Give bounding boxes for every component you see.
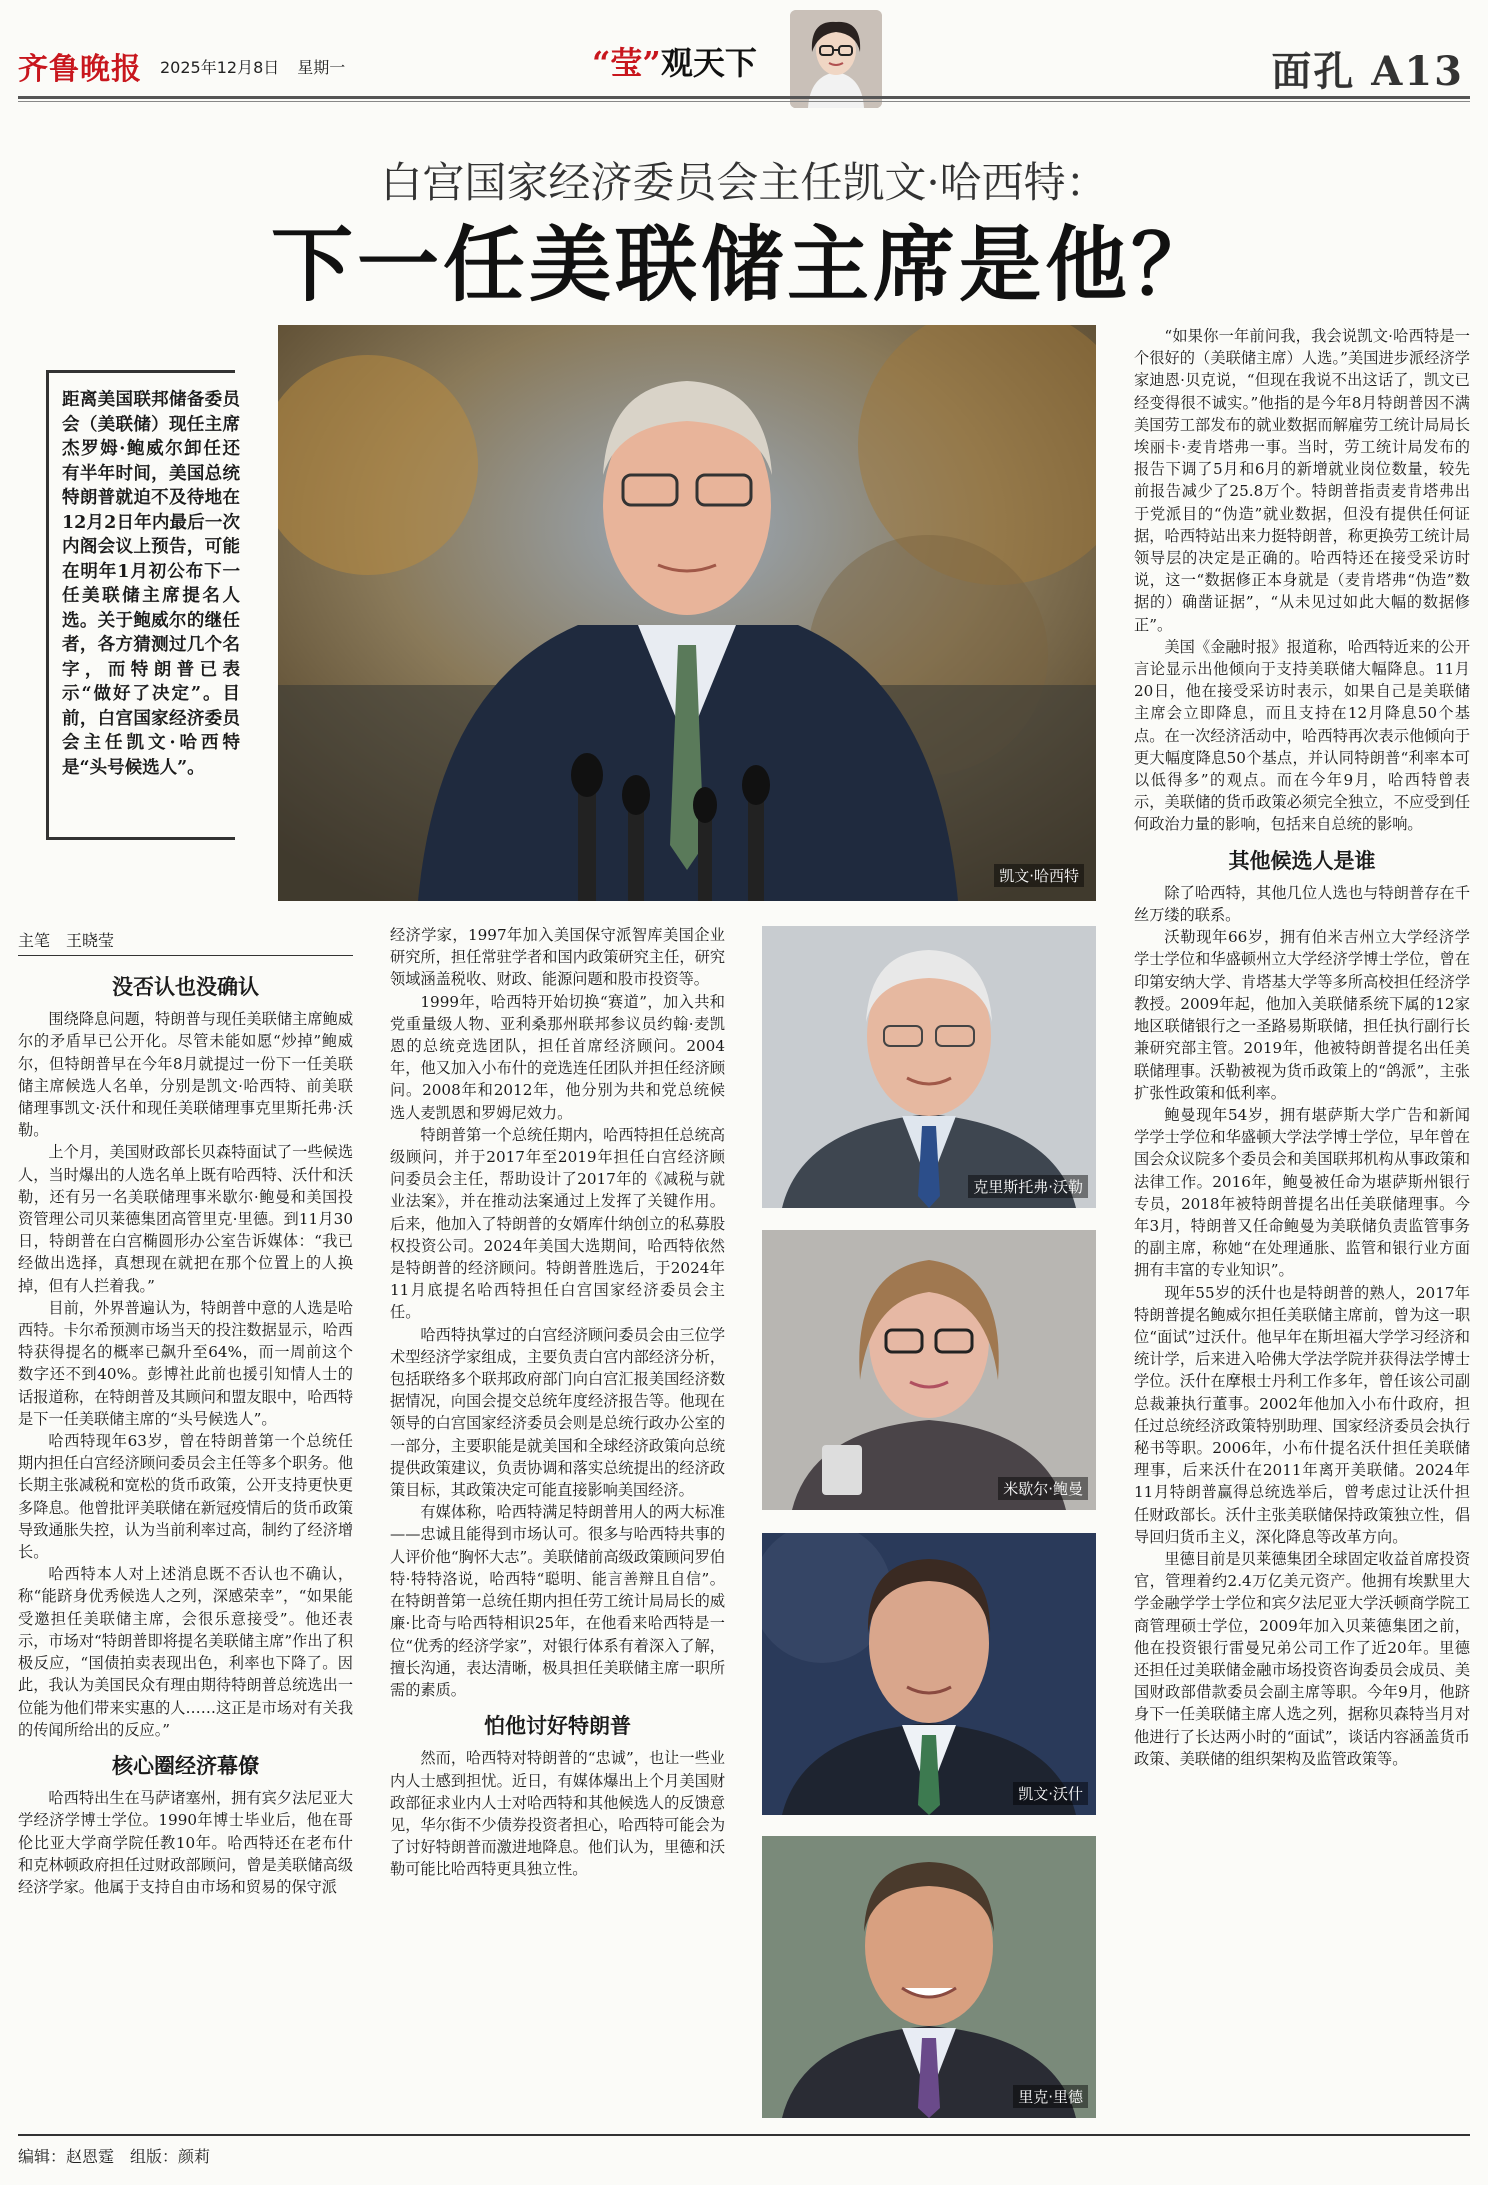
paragraph: 围绕降息问题，特朗普与现任美联储主席鲍威尔的矛盾早已公开化。尽管未能如愿“炒掉”鲍威尔，但特朗普早在今年8月就提过一份下一任美联储主席候选人名单，分别是凯文·哈西特、前美联储理事凯文·沃什和现任美联储理事克里斯托弗·沃勒。 <box>18 1010 353 1140</box>
portrait-caption: 里克·里德 <box>1013 2085 1088 2108</box>
portrait-warsh <box>762 1533 1096 1815</box>
paragraph: 上个月，美国财政部长贝森特面试了一些候选人，当时爆出的人选名单上既有哈西特、沃什和沃勒，还有另一名美联储理事米歇尔·鲍曼和美国投资管理公司贝莱德集团高管里克·里德。到11月30日，特朗普在白宫椭圆形办公室告诉媒体：“我已经做出选择，真想现在就把在那个位置上的人换掉，但有人拦着我。” <box>18 1143 353 1295</box>
column-name-highlight: 莹 <box>610 44 643 82</box>
column-4 <box>1134 325 1470 1770</box>
header-rule <box>18 96 1470 99</box>
portrait-caption: 米歇尔·鲍曼 <box>998 1477 1088 1500</box>
paragraph: 哈西特执掌过的白宫经济顾问委员会由三位学术型经济学家组成，主要负责白宫内部经济分析，包括联络多个联邦政府部门向白宫汇报美国经济数据情况，向国会提交总统年度经济报告等。他现在领导的白宫国家经济委员会则是总统行政办公室的一部分，主要职能是就美国和全球经济政策向总统提供政策建议，负责协调和落实总统提出的经济政策目标，其政策决定可能直接影响美国经济。 <box>390 1325 725 1500</box>
main-photo <box>278 325 1096 901</box>
section-heading: 怕他讨好特朗普 <box>484 1713 631 1739</box>
paragraph: 目前，外界普遍认为，特朗普中意的人选是哈西特。卡尔希预测市场当天的投注数据显示，哈西特获得提名的概率已飙升至64%，而一周前这个数字还不到40%。彭博社此前也援引知情人士的话报道称，在特朗普及其顾问和盟友眼中，哈西特是下一任美联储主席的“头号候选人”。 <box>18 1298 353 1428</box>
paragraph: 里德目前是贝莱德集团全球固定收益首席投资官，管理着约2.4万亿美元资产。他拥有埃默里大学金融学学士学位和宾夕法尼亚大学沃顿商学院工商管理硕士学位，2009年加入贝莱德集团之前，他在投资银行雷曼兄弟公司工作了近20年。里德还担任过美联储金融市场投资咨询委员会成员、美国财政部借款委员会副主席等职。今年9月，他跻身下一任美联储主席人选之列，据称贝森特当月对他进行了长达两小时的“面试”，谈话内容涵盖货币政策、美联储的组织架构及监管政策等。 <box>1134 1549 1470 1768</box>
paragraph: 美国《金融时报》报道称，哈西特近来的公开言论显示出他倾向于支持美联储大幅降息。11月20日，他在接受采访时表示，如果自己是美联储主席会立即降息，而且支持在12月降息50个基点。在一次经济活动中，哈西特再次表示他倾向于更大幅度降息50个基点，并认同特朗普“利率本可以低得多”的观点。而在今年9月，哈西特曾表示，美联储的货币政策必须完全独立，不应受到任何政治力量的影响，包括来自总统的影响。 <box>1134 637 1470 834</box>
masthead-left <box>18 46 345 86</box>
portrait-caption: 克里斯托弗·沃勒 <box>968 1175 1088 1198</box>
issue-date: 2025年12月8日 <box>160 57 280 77</box>
columnist-avatar <box>790 10 882 108</box>
editor-credit: 编辑：赵恩霆 组版：颜莉 <box>18 2147 211 2166</box>
author-byline: 主笔 王晓莹 <box>18 928 353 956</box>
portrait-waller <box>762 926 1096 1208</box>
paragraph: 鲍曼现年54岁，拥有堪萨斯大学广告和新闻学学士学位和华盛顿大学法学博士学位，早年曾在国会众议院多个委员会和美国联邦机构从事政策和法律工作。2016年，鲍曼被任命为堪萨斯州银行专员，2018年被特朗普提名出任美联储理事。今年3月，特朗普又任命鲍曼为美联储负责监管事务的副主席，称她“在处理通胀、监管和银行业方面拥有丰富的专业知识”。 <box>1134 1105 1470 1280</box>
portrait-caption: 凯文·沃什 <box>1013 1782 1088 1805</box>
paragraph: 1999年，哈西特开始切换“赛道”，加入共和党重量级人物、亚利桑那州联邦参议员约翰·麦凯恩的总统竞选团队，担任首席经济顾问。2004年，他又加入小布什的竞选连任团队并担任经济顾问。2008年和2012年，他分别为共和党总统候选人麦凯恩和罗姆尼效力。 <box>390 992 725 1122</box>
column-2 <box>390 924 725 1881</box>
issue-weekday: 星期一 <box>297 57 346 77</box>
paragraph: 然而，哈西特对特朗普的“忠诚”，也让一些业内人士感到担忧。近日，有媒体爆出上个月美国财政部征求业内人士对哈西特和其他候选人的反馈意见，华尔街不少债券投资者担心，哈西特可能会为了讨好特朗普而激进地降息。他们认为，里德和沃勒可能比哈西特更具独立性。 <box>390 1749 725 1879</box>
paragraph: 哈西特出生在马萨诸塞州，拥有宾夕法尼亚大学经济学博士学位。1990年博士毕业后，他在哥伦比亚大学商学院任教10年。哈西特还在老布什和克林顿政府担任过财政部顾问，曾是美联储高级经济学家。他属于支持自由市场和贸易的保守派 <box>18 1789 353 1896</box>
newspaper-logo: 齐鲁晚报 <box>18 52 142 87</box>
paragraph: 经济学家，1997年加入美国保守派智库美国企业研究所，担任常驻学者和国内政策研究主任，研究领域涵盖税收、财政、能源问题和股市投资等。 <box>390 926 725 989</box>
paragraph: 现年55岁的沃什也是特朗普的熟人，2017年特朗普提名鲍威尔担任美联储主席前，曾为这一职位“面试”过沃什。他早年在斯坦福大学学习经济和统计学，后来进入哈佛大学法学院并获得法学博士学位。沃什在摩根士丹利工作多年，曾任该公司副总裁兼执行董事。2002年他加入小布什政府，担任过总统经济政策特别助理、国家经济委员会执行秘书等职。2006年，小布什提名沃什担任美联储理事，后来沃什在2011年离开美联储。2024年11月特朗普赢得总统选举后，曾考虑过让沃什担任财政部长。沃什主张美联储保持政策独立性，倡导回归货币主义，深化降息等改革方向。 <box>1134 1283 1470 1546</box>
paragraph: 沃勒现年66岁，拥有伯米吉州立大学经济学学士学位和华盛顿州立大学经济学博士学位，曾在印第安纳大学、肯塔基大学等多所高校担任经济学教授。2009年起，他加入美联储系统下属的12家地区联储银行之一圣路易斯联储，担任执行副行长兼研究部主管。2019年，他被特朗普提名出任美联储理事。沃勒被视为货币政策上的“鸽派”，主张扩张性政策和低利率。 <box>1134 928 1470 1102</box>
paragraph: “如果你一年前问我，我会说凯文·哈西特是一个很好的（美联储主席）人选。”美国进步派经济学家迪恩·贝克说，“但现在我说不出这话了，凯文已经变得很不诚实。”他指的是今年8月特朗普因不满美国劳工部发布的就业数据而解雇劳工统计局局长埃丽卡·麦肯塔弗一事。当时，劳工统计局发布的报告下调了5月和6月的新增就业岗位数量，较先前报告减少了25.8万个。特朗普指责麦肯塔弗出于党派目的“伪造”就业数据，但没有提供任何证据，哈西特站出来力挺特朗普，称更换劳工统计局领导层的决定是正确的。哈西特还在接受采访时说，这一“数据修正本身就是（麦肯塔弗“伪造”数据的）确凿证据”，“从未见过如此大幅的数据修正”。 <box>1134 327 1470 634</box>
paragraph: 有媒体称，哈西特满足特朗普用人的两大标准——忠诚且能得到市场认可。很多与哈西特共事的人评价他“胸怀大志”。美联储前高级政策顾问罗伯特·特特洛说，哈西特“聪明、能言善辩且自信”。在特朗普第一总统任期内担任劳工统计局局长的威廉·比奇与哈西特相识25年，在他看来哈西特是一位“优秀的经济学家”，对银行体系有着深入了解，擅长沟通，表达清晰，极具担任美联储主席一职所需的素质。 <box>390 1503 725 1699</box>
main-photo-caption: 凯文·哈西特 <box>994 864 1084 887</box>
portrait-bowman <box>762 1230 1096 1510</box>
paragraph: 哈西特本人对上述消息既不否认也不确认，称“能跻身优秀候选人之列，深感荣幸”，“如果能受邀担任美联储主席，会很乐意接受”。他还表示，市场对“特朗普即将提名美联储主席”作出了积极反应，“国债拍卖表现出色，利率也下降了。因此，我认为美国民众有理由期待特朗普总统选出一位能为他们带来实惠的人……这正是市场对有关我的传闻所给出的反应。” <box>18 1565 353 1739</box>
column-1 <box>18 972 353 1898</box>
intro-lead: 距离美国联邦储备委员会（美联储）现任主席杰罗姆·鲍威尔卸任还有半年时间，美国总统特朗普就迫不及待地在12月2日年内最后一次内阁会议上预告，可能在明年1月初公布下一任美联储主席提名人选。关于鲍威尔的继任者，各方猜测过几个名字，而特朗普已表示“做好了决定”。目前，白宫国家经济委员会主任凯文·哈西特是“头号候选人”。 <box>62 390 240 778</box>
page-section-number: 面孔 A13 <box>1271 48 1464 95</box>
paragraph: 除了哈西特，其他几位人选也与特朗普存在千丝万缕的联系。 <box>1134 883 1470 925</box>
headline-subtitle: 白宫国家经济委员会主任凯文·哈西特： <box>380 158 1108 207</box>
section-heading: 没否认也没确认 <box>112 974 259 999</box>
section-heading: 核心圈经济幕僚 <box>112 1752 259 1778</box>
paragraph: 哈西特现年63岁，曾在特朗普第一个总统任期内担任白宫经济顾问委员会主任等多个职务。他长期主张减税和宽松的货币政策，公开支持更快更多降息。他曾批评美联储在新冠疫情后的货币政策导致通胀失控，认为当前利率过高，制约了经济增长。 <box>18 1432 353 1562</box>
footer-rule <box>18 2134 1470 2136</box>
section-heading: 其他候选人是谁 <box>1228 847 1376 873</box>
headline-title: 下一任美联储主席是他？ <box>270 217 1217 313</box>
column-name: “莹”观天下 <box>592 44 757 82</box>
paragraph: 特朗普第一个总统任期内，哈西特担任总统高级顾问，并于2017年至2019年担任白宫经济顾问委员会主任，帮助设计了2017年的《减税与就业法案》，并在推动法案通过上发挥了关键作用。后来，他加入了特朗普的女婿库什纳创立的私募股权投资公司。2024年美国大选期间，哈西特依然是特朗普的经济顾问。特朗普胜选后，于2024年11月底提名哈西特担任白宫国家经济委员会主任。 <box>390 1125 725 1322</box>
portrait-rieder <box>762 1836 1096 2118</box>
header-rule-thin <box>18 101 1470 102</box>
